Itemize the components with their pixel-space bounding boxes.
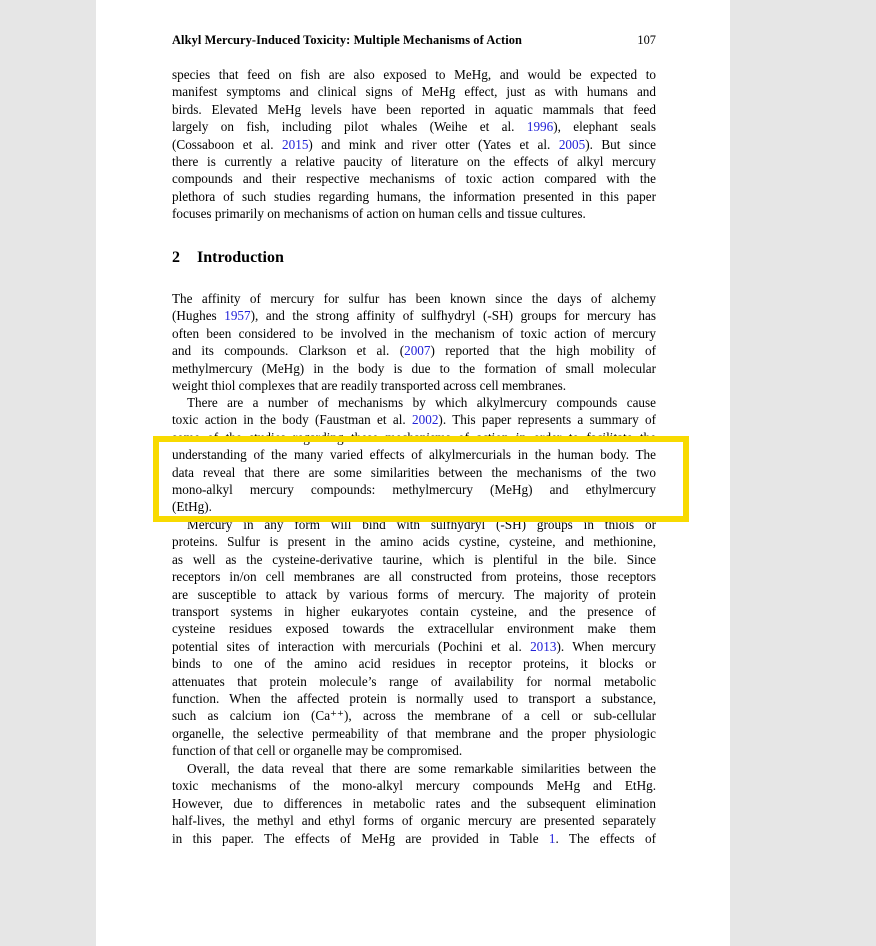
- text-line: weight thiol complexes that are readily transported across cell membranes.: [172, 377, 567, 393]
- text-line: (EtHg).: [172, 499, 212, 515]
- text-line: understanding of the many varied effects of alkylmercurials in the human body. The: [172, 447, 656, 463]
- paragraph-intro-1: [172, 290, 656, 394]
- text-line: some of the studies regarding these mechanisms of action in order to facilitate the: [172, 429, 656, 445]
- document-page: [96, 0, 730, 946]
- text-line: and its compounds. Clarkson et al. (2007) reported that the high mobility of: [172, 343, 656, 359]
- text-line: are susceptible to attack by various forms of mercury. The majority of protein: [172, 586, 656, 602]
- text-line: (Cossaboon et al. 2015) and mink and river otter (Yates et al. 2005). But since: [172, 136, 656, 152]
- citation-link[interactable]: 2015: [282, 136, 309, 152]
- text-line: such as calcium ion (Ca⁺⁺), across the membrane of a cell or sub-cellular: [172, 708, 656, 724]
- text-line: organelle, the selective permeability of that membrane and the proper physiologic: [172, 725, 656, 741]
- text-line: largely on fish, including pilot whales (Weihe et al. 1996), elephant seals: [172, 119, 656, 135]
- text-line: transport systems in higher eukaryotes contain cysteine, and the presence of: [172, 603, 656, 619]
- text-line: function of that cell or organelle may be compromised.: [172, 743, 463, 759]
- text-line: cysteine residues exposed towards the extracellular environment make them: [172, 621, 656, 637]
- text-line: plethora of such studies regarding humans, the information presented in this paper: [172, 188, 656, 204]
- text-line: proteins. Sulfur is present in the amino acids cystine, cysteine, and methionine,: [172, 534, 656, 550]
- text-line: compounds and their respective mechanisms of toxic action compared with the: [172, 171, 656, 187]
- text-line: However, due to differences in metabolic rates and the subsequent elimination: [172, 795, 656, 811]
- text-line: function. When the affected protein is normally used to transport a substance,: [172, 690, 656, 706]
- citation-link[interactable]: 1996: [526, 119, 554, 135]
- citation-link[interactable]: 1: [548, 830, 556, 846]
- citation-link[interactable]: 2007: [404, 343, 431, 359]
- paragraph-intro-4: [172, 760, 656, 847]
- section-number: 2: [172, 249, 180, 266]
- section-title: Introduction: [197, 249, 284, 266]
- text-line: there is currently a relative paucity of literature on the effects of alkyl mercury: [172, 153, 656, 169]
- text-line: birds. Elevated MeHg levels have been reported in aquatic mammals that feed: [172, 101, 656, 117]
- text-line: half-lives, the methyl and ethyl forms of organic mercury are presented separately: [172, 813, 656, 829]
- text-line: data reveal that there are some similarities between the mechanisms of the two: [172, 464, 656, 480]
- running-head-title: Alkyl Mercury-Induced Toxicity: Multiple Mechanisms of Action: [172, 33, 523, 47]
- text-line: species that feed on fish are also exposed to MeHg, and would be expected to: [172, 67, 656, 82]
- citation-link[interactable]: 2002: [412, 412, 439, 428]
- text-line: mono-alkyl mercury compounds: methylmercury (MeHg) and ethylmercury: [172, 481, 656, 497]
- text-line: (Hughes 1957), and the strong affinity of sulfhydryl (-SH) groups for mercury has: [172, 308, 657, 324]
- text-line: Mercury in any form will bind with sulfhydryl (-SH) groups in thiols or: [187, 517, 656, 532]
- text-line: methylmercury (MeHg) in the body is due to the formation of small molecular: [172, 360, 656, 376]
- paragraph-continuation: [172, 66, 656, 223]
- text-line: manifest symptoms and clinical signs of MeHg effect, just as with humans and: [172, 84, 656, 100]
- citation-link[interactable]: 1957: [224, 308, 251, 324]
- text-line: receptors in/on cell membranes are all constructed from proteins, those receptors: [172, 569, 656, 585]
- citation-link[interactable]: 2013: [530, 638, 557, 654]
- text-line: potential sites of interaction with mercurials (Pochini et al. 2013). When mercury: [172, 638, 656, 654]
- citation-link[interactable]: 2005: [558, 136, 586, 152]
- section-heading: [172, 248, 656, 268]
- text-line: often been considered to be involved in the mechanism of toxic action of mercury: [172, 325, 656, 341]
- text-line: as well as the cysteine-derivative taurine, which is plentiful in the bile. Since: [172, 551, 656, 567]
- paragraph-intro-2: [172, 394, 656, 516]
- text-line: focuses primarily on mechanisms of action on human cells and tissue cultures.: [172, 206, 586, 222]
- text-line: Overall, the data reveal that there are some remarkable similarities between the: [187, 761, 656, 776]
- text-line: There are a number of mechanisms by which alkylmercury compounds cause: [187, 395, 656, 410]
- text-line: The affinity of mercury for sulfur has been known since the days of alchemy: [172, 291, 656, 306]
- text-line: toxic action in the body (Faustman et al. 2002). This paper represents a summary of: [172, 412, 657, 428]
- text-line: toxic mechanisms of the mono-alkyl mercury compounds MeHg and EtHg.: [172, 778, 656, 794]
- text-line: attenuates that protein molecule’s range of availability for normal metabolic: [172, 673, 656, 689]
- text-line: binds to one of the amino acid residues in receptor proteins, it blocks or: [172, 656, 656, 672]
- page-number: 107: [637, 33, 656, 47]
- running-head: [172, 33, 656, 47]
- paragraph-intro-3: [172, 516, 656, 759]
- text-line: in this paper. The effects of MeHg are provided in Table 1. The effects of: [172, 830, 657, 846]
